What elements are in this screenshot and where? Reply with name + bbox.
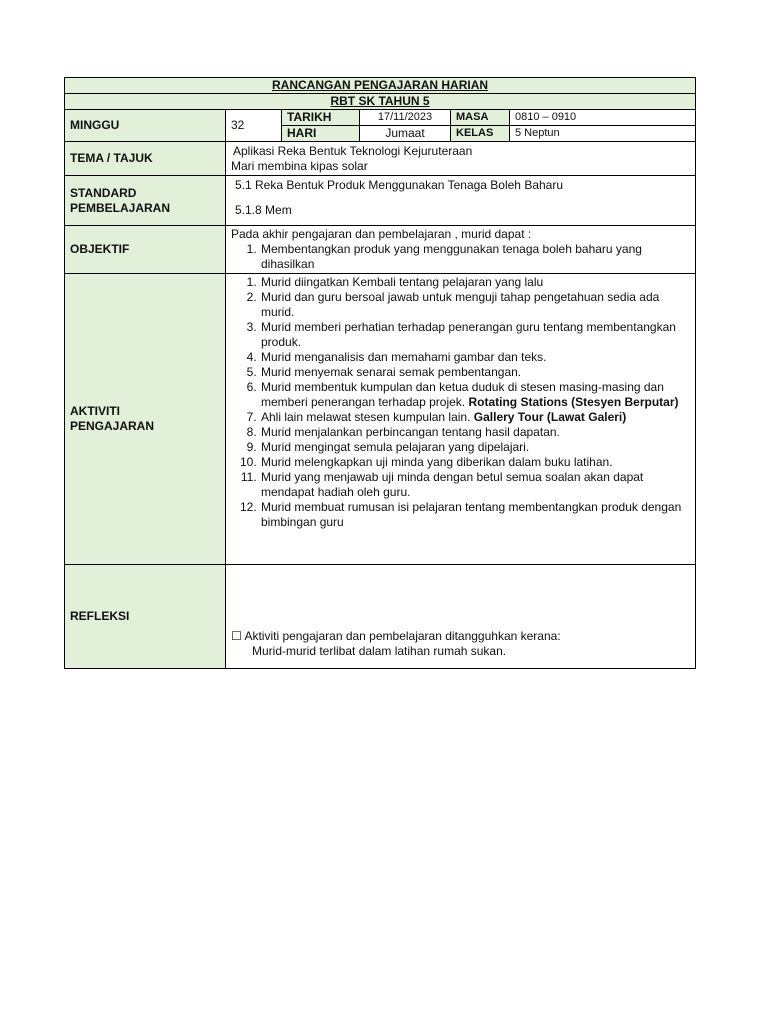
- plan-subtitle: RBT SK TAHUN 5: [65, 94, 696, 110]
- tema-row: [65, 142, 696, 176]
- objektif-intro: Pada akhir pengajaran dan pembelajaran , murid dapat :: [231, 227, 532, 241]
- standard-label: [65, 176, 226, 226]
- activity-item: 9. Murid mengingat semula pelajaran yang dipelajari.: [260, 440, 690, 455]
- activity-item: 10. Murid melengkapkan uji minda yang diberikan dalam buku latihan.: [260, 455, 690, 470]
- objektif-label: OBJEKTIF: [65, 226, 226, 274]
- tema-line-1: Aplikasi Reka Bentuk Teknologi Kejuruteraan: [233, 143, 473, 158]
- standard-label-line-1: STANDARD: [70, 185, 137, 200]
- refleksi-line-2: Murid-murid terlibat dalam latihan rumah sukan.: [252, 644, 507, 658]
- activity-item: 7. Ahli lain melawat stesen kumpulan lain. Gallery Tour (Lawat Galeri): [260, 410, 690, 425]
- aktiviti-cell: [226, 274, 696, 565]
- kelas-label: KELAS: [451, 126, 510, 142]
- refleksi-row: [65, 565, 696, 669]
- standard-row: [65, 176, 696, 226]
- minggu-row: [65, 110, 696, 126]
- refleksi-line-1: [231, 629, 690, 644]
- plan-title: RANCANGAN PENGAJARAN HARIAN: [65, 78, 696, 94]
- activity-item: 2. Murid dan guru bersoal jawab untuk menguji tahap pengetahuan sedia ada murid.: [260, 290, 690, 320]
- tema-label: TEMA / TAJUK: [65, 142, 226, 176]
- minggu-label: MINGGU: [65, 110, 226, 142]
- objektif-cell: [226, 226, 696, 274]
- refleksi-cell: [226, 565, 696, 669]
- standard-line-2: 5.1.8 Mem: [235, 203, 292, 217]
- objektif-list: [231, 242, 690, 272]
- tarikh-value: 17/11/2023: [360, 110, 451, 126]
- refleksi-label: REFLEKSI: [65, 565, 226, 669]
- masa-label: MASA: [451, 110, 510, 126]
- activity-method: Gallery Tour (Lawat Galeri): [473, 410, 627, 424]
- lesson-plan-table: [64, 77, 696, 669]
- hari-label: HARI: [282, 126, 360, 142]
- standard-cell: [226, 176, 696, 226]
- activity-method: Rotating Stations (Stesyen Berputar): [468, 395, 679, 409]
- aktiviti-label-line-2: PENGAJARAN: [70, 419, 155, 433]
- aktiviti-row: [65, 274, 696, 565]
- subtitle-row: [65, 94, 696, 110]
- activity-item: 3. Murid memberi perhatian terhadap penerangan guru tentang membentangkan produk.: [260, 320, 690, 350]
- checkbox-icon[interactable]: ☐: [231, 629, 242, 643]
- activity-item: 12. Murid membuat rumusan isi pelajaran tentang membentangkan produk dengan bimbingan guru: [260, 500, 690, 530]
- kelas-value: 5 Neptun: [510, 126, 696, 142]
- standard-line-1: 5.1 Reka Bentuk Produk Menggunakan Tenaga Boleh Baharu: [235, 178, 564, 192]
- activity-item: 8. Murid menjalankan perbincangan tentang hasil dapatan.: [260, 425, 690, 440]
- aktiviti-label: [65, 274, 226, 565]
- activity-item: 6. Murid membentuk kumpulan dan ketua duduk di stesen masing-masing dan memberi penerangan terhadap projek. Rotating Stations (Stesyen Berputar): [260, 380, 690, 410]
- objektif-item: 1. Membentangkan produk yang menggunakan tenaga boleh baharu yang dihasilkan: [260, 242, 690, 272]
- objektif-row: [65, 226, 696, 274]
- tema-cell: [226, 142, 696, 176]
- standard-label-line-2: PEMBELAJARAN: [70, 200, 171, 215]
- activity-item: 11. Murid yang menjawab uji minda dengan betul semua soalan akan dapat mendapat hadiah oleh guru.: [260, 470, 690, 500]
- activity-item: 5. Murid menyemak senarai semak pembentangan.: [260, 365, 690, 380]
- activity-item: 4. Murid menganalisis dan memahami gambar dan teks.: [260, 350, 690, 365]
- hari-value: Jumaat: [360, 126, 451, 142]
- activity-item: 1. Murid diingatkan Kembali tentang pelajaran yang lalu: [260, 275, 690, 290]
- tarikh-label: TARIKH: [282, 110, 360, 126]
- refleksi-text: Aktiviti pengajaran dan pembelajaran ditangguhkan kerana:: [244, 629, 561, 643]
- title-row: [65, 78, 696, 94]
- masa-value: 0810 – 0910: [510, 110, 696, 126]
- minggu-value: 32: [226, 110, 282, 142]
- tema-line-2: Mari membina kipas solar: [231, 158, 368, 173]
- aktiviti-label-line-1: AKTIVITI: [70, 404, 120, 418]
- aktiviti-list: [231, 275, 690, 530]
